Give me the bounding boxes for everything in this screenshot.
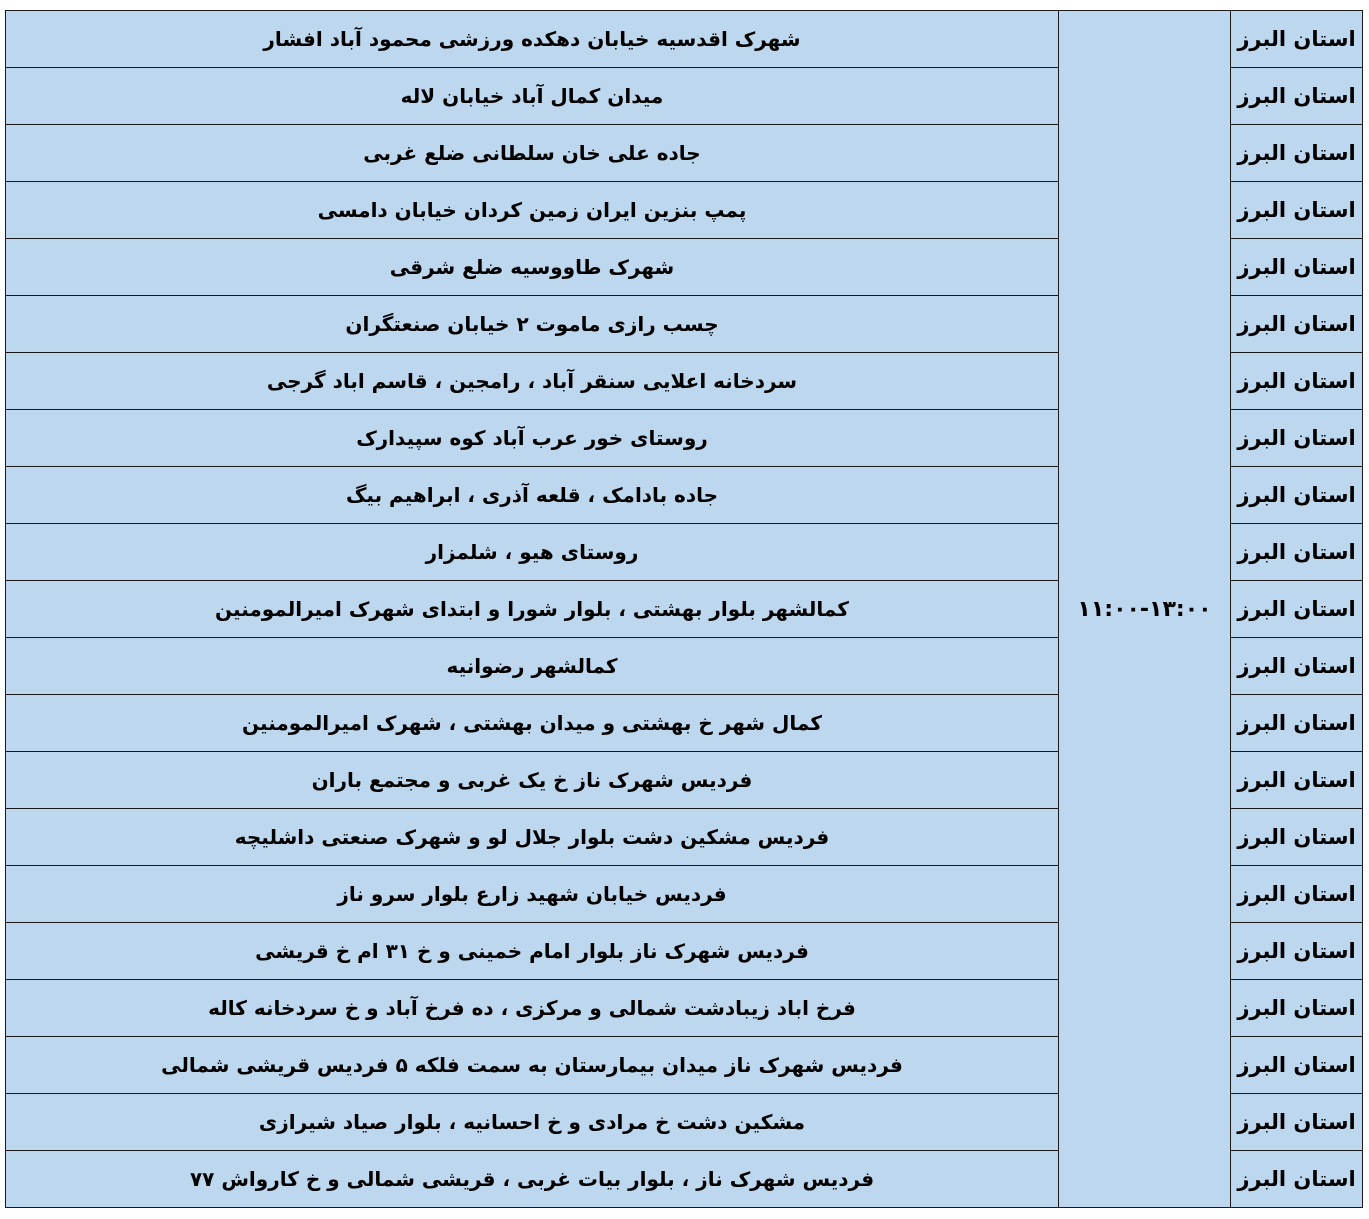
area-cell: پمپ بنزین ایران زمین کردان خیابان دامسی (6, 182, 1059, 239)
province-cell: استان البرز (1231, 11, 1363, 68)
province-cell: استان البرز (1231, 410, 1363, 467)
table-row (6, 11, 1363, 68)
area-cell: فردیس شهرک ناز ، بلوار بیات غربی ، قریشی شمالی و خ کارواش ۷۷ (6, 1151, 1059, 1208)
province-cell: استان البرز (1231, 467, 1363, 524)
province-cell: استان البرز (1231, 239, 1363, 296)
area-cell: چسب رازی ماموت ۲ خیابان صنعتگران (6, 296, 1059, 353)
province-cell: استان البرز (1231, 923, 1363, 980)
outage-schedule-table (5, 10, 1363, 1208)
area-cell: روستای خور عرب آباد کوه سپیدارک (6, 410, 1059, 467)
area-cell: کمال شهر خ بهشتی و میدان بهشتی ، شهرک امیرالمومنین (6, 695, 1059, 752)
province-cell: استان البرز (1231, 1094, 1363, 1151)
time-range-cell: ۱۱:۰۰-۱۳:۰۰ (1059, 11, 1231, 1208)
province-cell: استان البرز (1231, 809, 1363, 866)
area-cell: جاده علی خان سلطانی ضلع غربی (6, 125, 1059, 182)
area-cell: فردیس شهرک ناز خ یک غربی و مجتمع باران (6, 752, 1059, 809)
area-cell: فردیس شهرک ناز بلوار امام خمینی و خ ۳۱ ام خ قریشی (6, 923, 1059, 980)
province-cell: استان البرز (1231, 638, 1363, 695)
area-cell: فردیس شهرک ناز میدان بیمارستان به سمت فلکه ۵ فردیس قریشی شمالی (6, 1037, 1059, 1094)
province-cell: استان البرز (1231, 1037, 1363, 1094)
province-cell: استان البرز (1231, 125, 1363, 182)
area-cell: کمالشهر بلوار بهشتی ، بلوار شورا و ابتدای شهرک امیرالمومنین (6, 581, 1059, 638)
province-cell: استان البرز (1231, 581, 1363, 638)
province-cell: استان البرز (1231, 296, 1363, 353)
province-cell: استان البرز (1231, 1151, 1363, 1208)
province-cell: استان البرز (1231, 524, 1363, 581)
area-cell: روستای هیو ، شلمزار (6, 524, 1059, 581)
province-cell: استان البرز (1231, 182, 1363, 239)
area-cell: فرخ اباد زیبادشت شمالی و مرکزی ، ده فرخ آباد و خ سردخانه کاله (6, 980, 1059, 1037)
province-cell: استان البرز (1231, 353, 1363, 410)
province-cell: استان البرز (1231, 695, 1363, 752)
area-cell: شهرک اقدسیه خیابان دهکده ورزشی محمود آباد افشار (6, 11, 1059, 68)
area-cell: میدان کمال آباد خیابان لاله (6, 68, 1059, 125)
area-cell: سردخانه اعلایی سنقر آباد ، رامجین ، قاسم اباد گرجی (6, 353, 1059, 410)
area-cell: کمالشهر رضوانیه (6, 638, 1059, 695)
province-cell: استان البرز (1231, 752, 1363, 809)
area-cell: فردیس مشکین دشت بلوار جلال لو و شهرک صنعتی داشلیچه (6, 809, 1059, 866)
table-body (6, 11, 1363, 1208)
province-cell: استان البرز (1231, 866, 1363, 923)
area-cell: جاده بادامک ، قلعه آذری ، ابراهیم بیگ (6, 467, 1059, 524)
area-cell: شهرک طاووسیه ضلع شرقی (6, 239, 1059, 296)
province-cell: استان البرز (1231, 980, 1363, 1037)
province-cell: استان البرز (1231, 68, 1363, 125)
area-cell: مشکین دشت خ مرادی و خ احسانیه ، بلوار صیاد شیرازی (6, 1094, 1059, 1151)
area-cell: فردیس خیابان شهید زارع بلوار سرو ناز (6, 866, 1059, 923)
